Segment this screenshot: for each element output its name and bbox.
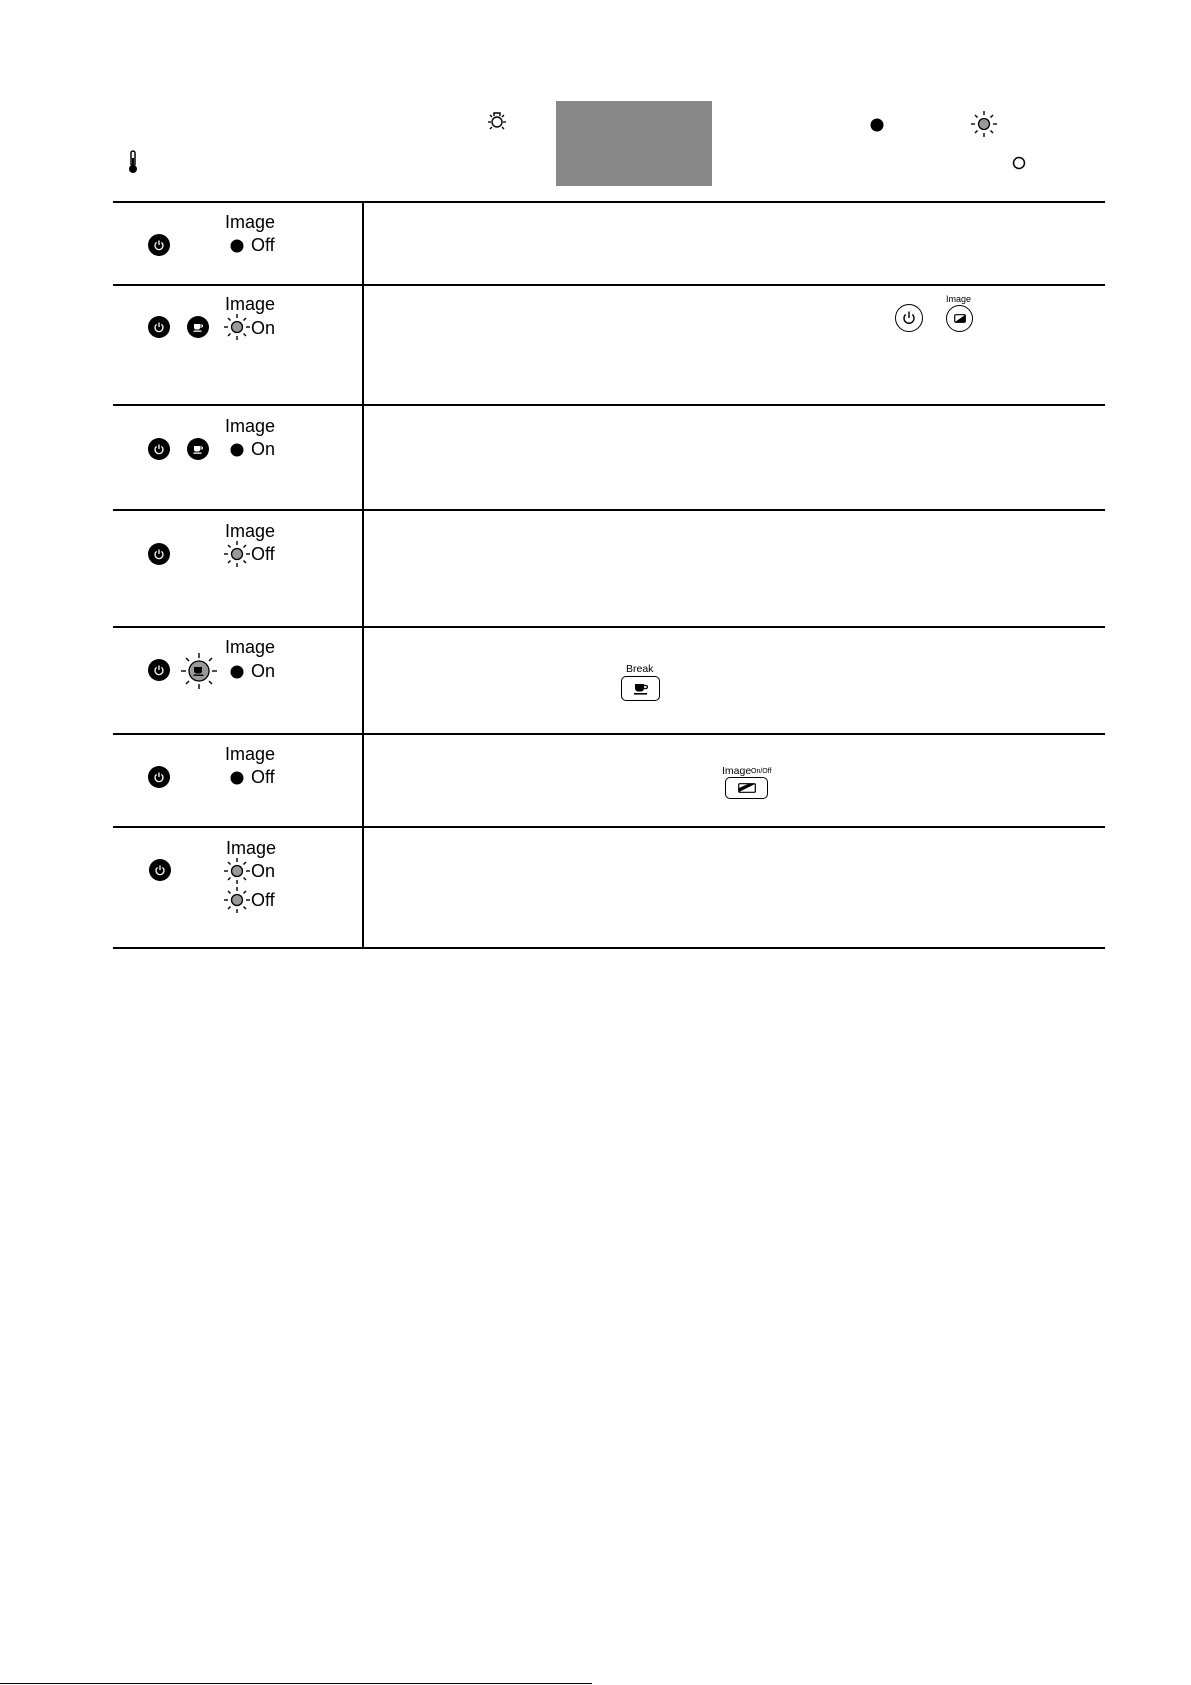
led-flashing-icon <box>223 540 251 572</box>
table-rule <box>113 404 1105 406</box>
image-led-label: Image <box>225 744 276 764</box>
image-led-label: Image <box>225 416 276 436</box>
break-indicator-icon <box>187 438 209 460</box>
power-button[interactable] <box>895 304 923 332</box>
led-state-label: On <box>251 439 276 459</box>
led-flashing-icon <box>223 857 251 889</box>
led-state-label: On <box>251 861 276 881</box>
image-onoff-button[interactable] <box>725 777 768 799</box>
led-state-label: On <box>251 661 276 681</box>
table-rule <box>113 826 1105 828</box>
image-button[interactable] <box>946 305 973 332</box>
led-lit-icon <box>230 442 244 461</box>
power-indicator-icon <box>148 766 170 788</box>
image-button-caption: Image <box>946 294 972 304</box>
table-rule <box>113 733 1105 735</box>
footnote-rule <box>0 1683 592 1684</box>
led-flashing-icon <box>223 886 251 918</box>
led-lit-icon <box>870 117 884 136</box>
table-column-divider <box>362 201 364 949</box>
table-rule <box>113 947 1105 949</box>
image-led-label: Image <box>225 637 276 657</box>
onoff-button-caption: On/Off <box>751 768 772 775</box>
break-button[interactable] <box>621 676 660 701</box>
image-placeholder <box>556 101 712 186</box>
image-button-caption: Image <box>722 765 752 777</box>
break-indicator-icon <box>187 316 209 338</box>
power-indicator-icon <box>148 659 170 681</box>
led-lit-icon <box>230 238 244 257</box>
power-indicator-icon <box>148 438 170 460</box>
power-indicator-icon <box>148 316 170 338</box>
image-led-label: Image <box>225 294 276 314</box>
table-rule <box>113 626 1105 628</box>
break-button-caption: Break <box>626 663 654 675</box>
led-state-label: Off <box>251 767 275 787</box>
break-flashing-icon <box>180 652 218 694</box>
power-indicator-icon <box>149 859 171 881</box>
lamp-icon <box>485 110 509 136</box>
thermometer-icon <box>127 150 139 178</box>
image-led-label: Image <box>226 838 277 858</box>
led-state-label: Off <box>251 544 275 564</box>
table-rule <box>113 509 1105 511</box>
table-rule <box>113 201 1105 203</box>
led-state-label: Off <box>251 890 275 910</box>
image-led-label: Image <box>225 521 276 541</box>
led-state-label: On <box>251 318 276 338</box>
table-rule <box>113 284 1105 286</box>
led-state-label: Off <box>251 235 275 255</box>
led-lit-icon <box>230 770 244 789</box>
led-flashing-icon <box>970 110 998 142</box>
led-off-icon <box>1012 155 1026 174</box>
power-indicator-icon <box>148 543 170 565</box>
led-flashing-icon <box>223 313 251 345</box>
image-led-label: Image <box>225 212 276 232</box>
led-lit-icon <box>230 664 244 683</box>
power-indicator-icon <box>148 234 170 256</box>
